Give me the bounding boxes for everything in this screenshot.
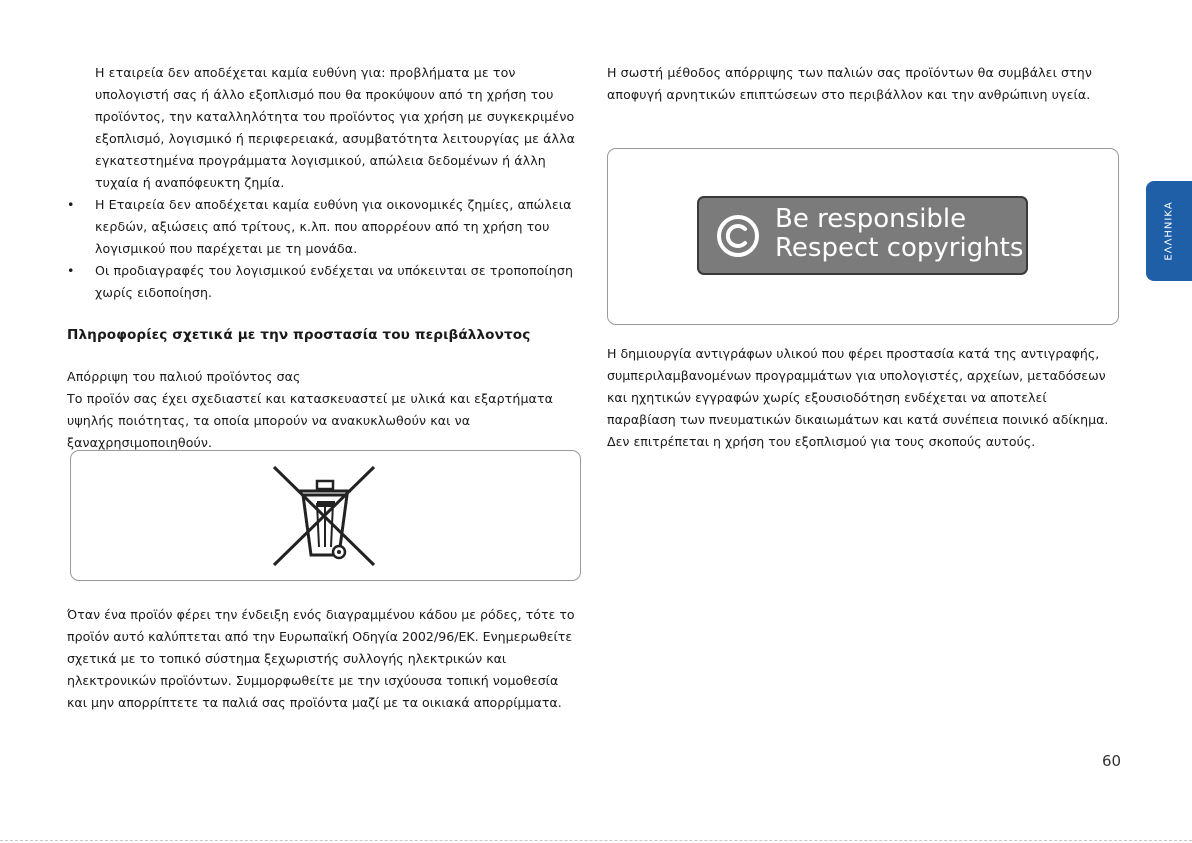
copyright-box (607, 148, 1119, 325)
weee-paragraph: Όταν ένα προϊόν φέρει την ένδειξη ενός διαγραμμένου κάδου με ρόδες, τότε το προϊόν αυτό καλύπτεται από την Ευρωπαϊκή Οδηγία 2002/96/ΕΚ. Ενημερωθείτε σχετικά με το τοπικό σύστημα ξεχωριστής συλλογής ηλεκτρικών και ηλεκτρονικών προϊόντων. Συμμορφωθείτε με την ισχύουσα τοπική νομοθεσία και μην απορρίπτετε τα παλιά σας προϊόντα μαζί με τα οικιακά απορρίμματα. (67, 607, 575, 710)
bullet-text: Οι προδιαγραφές του λογισμικού ενδέχεται να υπόκεινται σε τροποποίηση χωρίς ειδοποίηση. (95, 263, 574, 300)
weee-symbol-box (70, 450, 581, 581)
disclaimer-bullets (67, 194, 582, 304)
disposal-paragraph: Το προϊόν σας έχει σχεδιαστεί και κατασκευαστεί με υλικά και εξαρτήματα υψηλής ποιότητας, τα οποία μπορούν να ανακυκλωθούν και να ξαναχρησιμοποιηθούν. (67, 391, 554, 450)
bullet-symbol: • (67, 197, 75, 212)
bullet-symbol: • (67, 263, 75, 278)
badge-line-responsible: Be responsible (775, 204, 967, 234)
bullet-item (67, 260, 582, 304)
copyright-usage-paragraph: Δεν επιτρέπεται η χρήση του εξοπλισμού για τους σκοπούς αυτούς. (607, 434, 1036, 449)
left-column (67, 62, 582, 454)
disposal-benefit-paragraph: Η σωστή μέθοδος απόρριψης των παλιών σας προϊόντων θα συμβάλει στην αποφυγή αρνητικών επιπτώσεων στο περιβάλλον και την ανθρώπινη υγεία. (607, 65, 1093, 102)
language-tab-label: ΕΛΛΗΝΙΚΑ (1163, 201, 1175, 261)
language-tab[interactable] (1146, 181, 1192, 281)
crossed-bin-icon (71, 451, 580, 580)
bullet-text: Η Εταιρεία δεν αποδέχεται καμία ευθύνη για οικονομικές ζημίες, απώλεια κερδών, αξιώσεις από τρίτους, κ.λπ. που απορρέουν από τη χρήση του λογισμικού που παρέχεται με τη μονάδα. (95, 197, 572, 256)
badge-line-copyrights: Respect copyrights (775, 233, 1024, 263)
copyright-text-block (607, 343, 1119, 453)
copyright-paragraph: Η δημιουργία αντιγράφων υλικού που φέρει προστασία κατά της αντιγραφής, συμπεριλαμβανομένων προγραμμάτων για υπολογιστές, αρχείων, μεταδόσεων και ηχητικών εγγραφών χωρίς εξουσιοδότηση ενδέχεται να αποτελεί παραβίαση των πνευματικών δικαιωμάτων και κατά συνέπεια ποινικό αδίκημα. (607, 346, 1109, 427)
environment-heading: Πληροφορίες σχετικά με την προστασία του περιβάλλοντος (67, 327, 531, 343)
bottom-divider (0, 840, 1192, 841)
copyright-badge (697, 196, 1028, 275)
page-number: 60 (1102, 752, 1122, 770)
disclaimer-paragraph: Η εταιρεία δεν αποδέχεται καμία ευθύνη για: προβλήματα με τον υπολογιστή σας ή άλλο εξοπλισμό που θα προκύψουν από τη χρήση του προϊόντος, την καταλληλότητα του προϊόντος για χρήση με συγκεκριμένο εξοπλισμό, λογισμικό ή περιφερειακά, ασυμβατότητα λειτουργίας με άλλα εγκατεστημένα προγράμματα λογισμικού, απώλεια δεδομένων ή άλλη τυχαία ή αναπόφευκτη ζημία. (95, 65, 576, 190)
disposal-title: Απόρριψη του παλιού προϊόντος σας (67, 369, 301, 384)
right-column (607, 62, 1119, 106)
bullet-item (67, 194, 582, 260)
copyright-icon (712, 210, 764, 262)
